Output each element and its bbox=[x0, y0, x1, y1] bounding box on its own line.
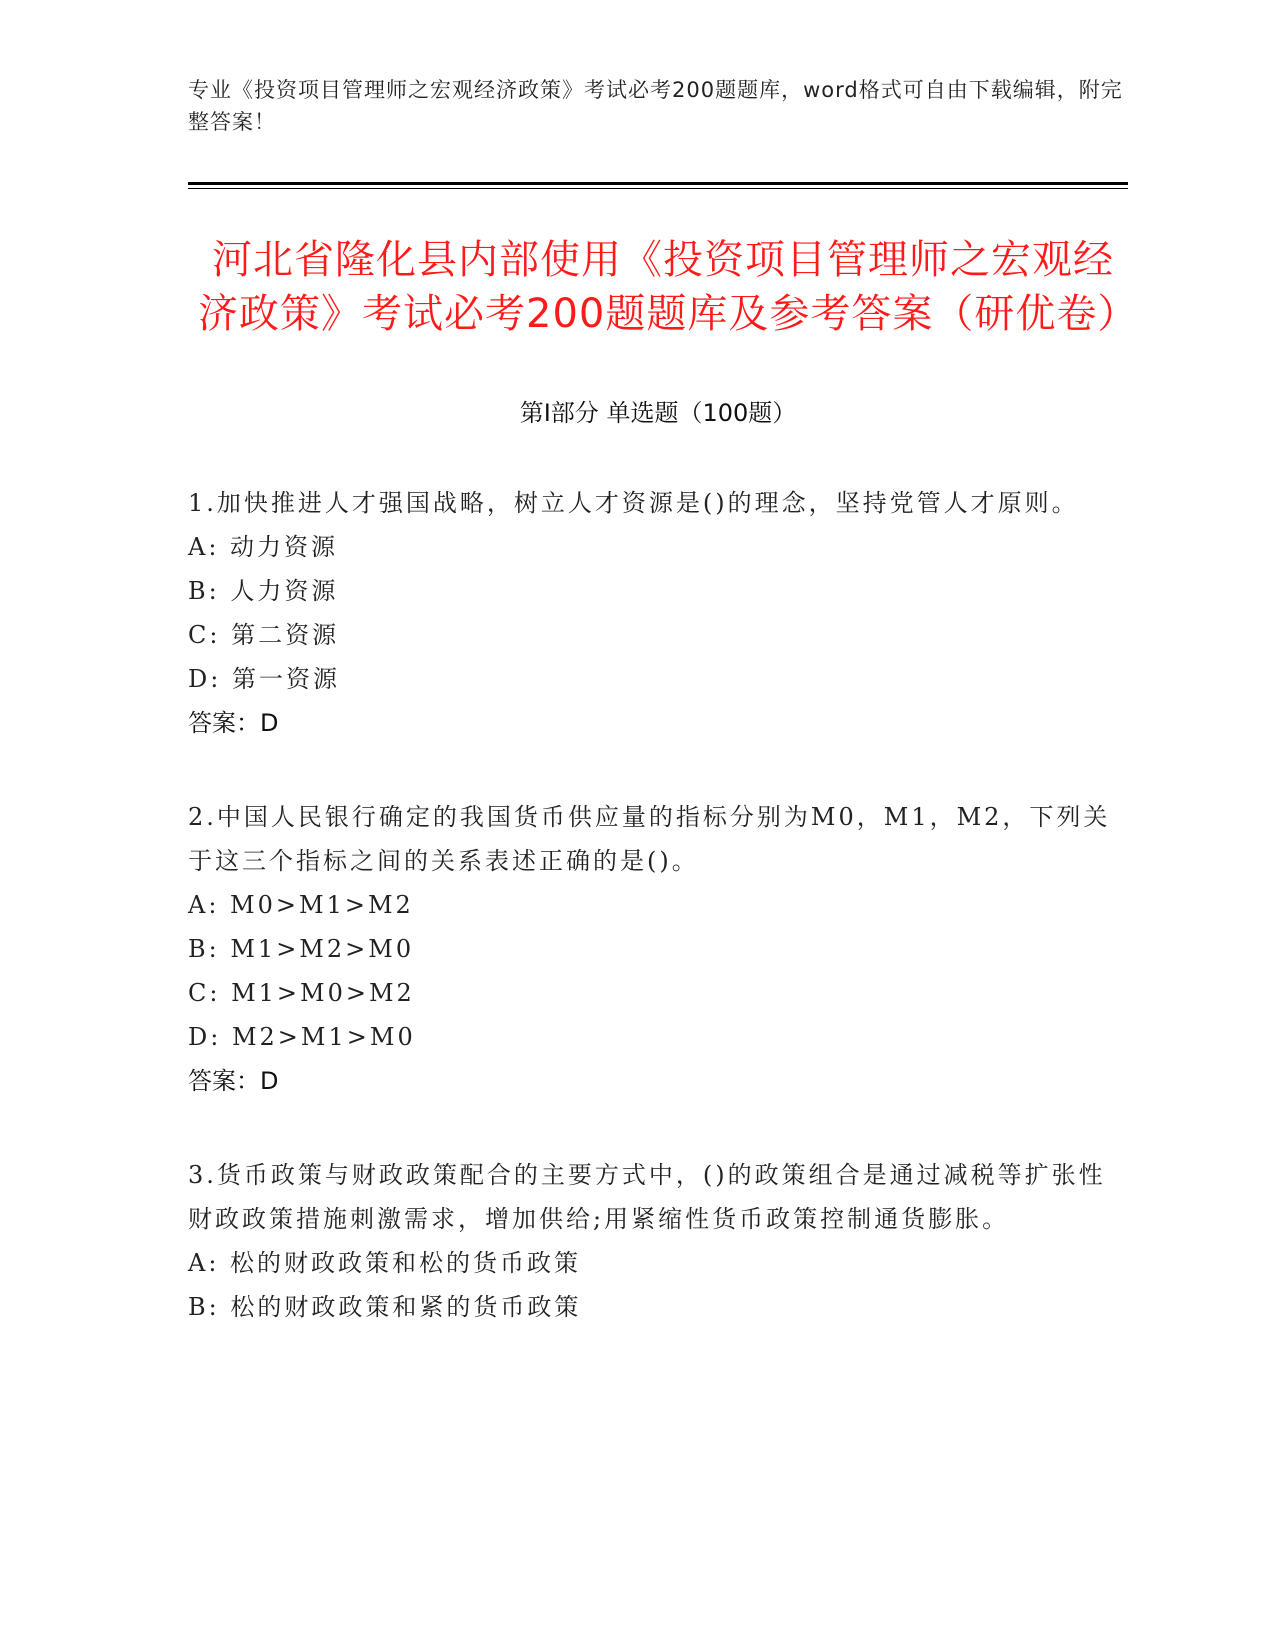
answer: 答案：D bbox=[188, 709, 279, 737]
option-a: A: M0>M1>M2 bbox=[188, 891, 414, 919]
question-1 bbox=[188, 481, 1128, 745]
section-title: 第Ⅰ部分 单选题（100题） bbox=[519, 399, 797, 427]
document-page bbox=[188, 0, 1139, 1329]
option-b: B: M1>M2>M0 bbox=[188, 935, 415, 963]
question-list bbox=[188, 481, 1128, 1329]
divider-thin-line bbox=[188, 188, 1128, 189]
header-note: 专业《投资项目管理师之宏观经济政策》考试必考200题题库，word格式可自由下载编辑，附完整答案！ bbox=[188, 78, 1123, 134]
option-d: D: 第一资源 bbox=[188, 665, 340, 693]
question-stem: 2.中国人民银行确定的我国货币供应量的指标分别为M0，M1，M2，下列关于这三个指标之间的关系表述正确的是()。 bbox=[188, 803, 1111, 875]
divider-thick-line bbox=[188, 182, 1128, 185]
option-d: D: M2>M1>M0 bbox=[188, 1023, 416, 1051]
option-b: B: 松的财政政策和紧的货币政策 bbox=[188, 1293, 582, 1321]
question-3 bbox=[188, 1153, 1128, 1329]
document-title: 河北省隆化县内部使用《投资项目管理师之宏观经济政策》考试必考200题题库及参考答案（研优卷） bbox=[198, 237, 1139, 337]
question-stem: 1.加快推进人才强国战略，树立人才资源是()的理念，坚持党管人才原则。 bbox=[188, 489, 1079, 517]
question-stem: 3.货币政策与财政政策配合的主要方式中，()的政策组合是通过减税等扩张性财政政策措施刺激需求，增加供给;用紧缩性货币政策控制通货膨胀。 bbox=[188, 1161, 1106, 1233]
header-divider bbox=[188, 182, 1128, 189]
option-c: C: 第二资源 bbox=[188, 621, 340, 649]
answer: 答案：D bbox=[188, 1067, 279, 1095]
option-a: A: 松的财政政策和松的货币政策 bbox=[188, 1249, 582, 1277]
option-b: B: 人力资源 bbox=[188, 577, 339, 605]
option-a: A: 动力资源 bbox=[188, 533, 339, 561]
option-c: C: M1>M0>M2 bbox=[188, 979, 415, 1007]
question-2 bbox=[188, 795, 1128, 1103]
